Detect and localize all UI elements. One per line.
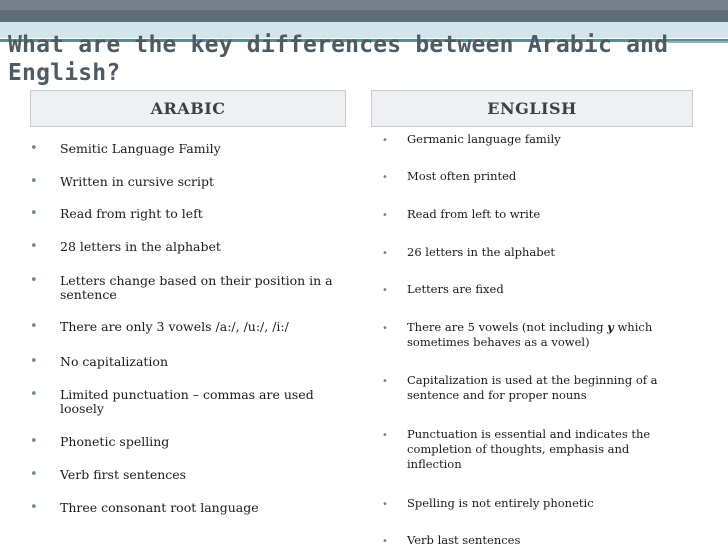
list-item-text: Letters change based on their position in a sentence: [60, 273, 333, 302]
list-item: [28, 175, 338, 189]
list-item-text: Most often printed: [407, 169, 517, 183]
bullet-dot-icon: •: [30, 239, 38, 254]
bullet-dot-icon: •: [30, 354, 38, 369]
list-item-text-before: There are 5 vowels (not including: [407, 320, 608, 334]
list-item: [378, 207, 670, 222]
emphasis-letter-y: y: [607, 320, 614, 334]
list-item: [378, 427, 670, 472]
slide-top-bar: [0, 0, 728, 22]
slide-top-bar-gloss: [0, 0, 728, 10]
list-item-text: Semitic Language Family: [60, 141, 221, 156]
list-item-text: Phonetic spelling: [60, 434, 170, 449]
bullet-dot-icon: •: [382, 499, 388, 510]
bullet-dot-icon: •: [382, 323, 388, 334]
bullet-dot-icon: •: [382, 285, 388, 296]
list-item: [378, 132, 670, 147]
list-item: [28, 435, 338, 449]
list-item: [28, 142, 338, 156]
bullet-dot-icon: •: [30, 206, 38, 221]
bullet-dot-icon: •: [30, 319, 38, 334]
list-item: [28, 207, 338, 221]
english-column-header: ENGLISH: [371, 90, 693, 127]
list-item-text: Spelling is not entirely phonetic: [407, 496, 594, 510]
list-item-text: 26 letters in the alphabet: [407, 245, 556, 259]
bullet-dot-icon: •: [30, 273, 38, 288]
bullet-dot-icon: •: [382, 135, 388, 146]
bullet-dot-icon: •: [382, 430, 388, 441]
bullet-dot-icon: •: [30, 467, 38, 482]
list-item-text: There are only 3 vowels /a:/, /u:/, /i:/: [60, 319, 289, 334]
bullet-dot-icon: •: [30, 387, 38, 402]
list-item-text: Punctuation is essential and indicates the completion of thoughts, emphasis and inflection: [407, 427, 651, 471]
list-item-text-after: which sometimes behaves as a vowel): [407, 320, 653, 349]
list-item: [378, 496, 670, 511]
arabic-column-header: ARABIC: [30, 90, 346, 127]
list-item-text: Read from right to left: [60, 206, 203, 221]
list-item-text: Three consonant root language: [60, 500, 259, 515]
list-item: [28, 355, 338, 369]
list-item-text: Verb first sentences: [60, 467, 187, 482]
bullet-dot-icon: •: [382, 376, 388, 387]
list-item: [378, 282, 670, 297]
list-item-text: Germanic language family: [407, 132, 561, 146]
list-item: [28, 274, 338, 302]
list-item: [28, 388, 338, 416]
list-item-text: [378, 320, 670, 350]
list-item: [378, 373, 670, 403]
list-item-text: Verb last sentences: [407, 533, 521, 546]
bullet-dot-icon: •: [30, 174, 38, 189]
list-item-text: No capitalization: [60, 354, 168, 369]
list-item: [378, 533, 670, 546]
list-item: [28, 240, 338, 254]
list-item-text: Letters are fixed: [407, 282, 504, 296]
list-item-text: Limited punctuation – commas are used loosely: [60, 387, 314, 416]
bullet-dot-icon: •: [30, 500, 38, 515]
list-item: [28, 468, 338, 482]
list-item: [378, 320, 670, 350]
bullet-dot-icon: •: [382, 536, 388, 546]
bullet-dot-icon: •: [30, 434, 38, 449]
bullet-dot-icon: •: [382, 210, 388, 221]
list-item-text: Read from left to write: [407, 207, 541, 221]
list-item-text: Written in cursive script: [60, 174, 215, 189]
list-item-text: Capitalization is used at the beginning of a sentence and for proper nouns: [407, 373, 658, 402]
bullet-dot-icon: •: [30, 141, 38, 156]
bullet-dot-icon: •: [382, 248, 388, 259]
list-item: [28, 501, 338, 515]
bullet-dot-icon: •: [382, 172, 388, 183]
slide-title: What are the key differences between Arabic and English?: [8, 32, 669, 86]
list-item: [28, 320, 338, 334]
list-item: [378, 245, 670, 260]
list-item-text: 28 letters in the alphabet: [60, 239, 221, 254]
list-item: [378, 169, 670, 184]
